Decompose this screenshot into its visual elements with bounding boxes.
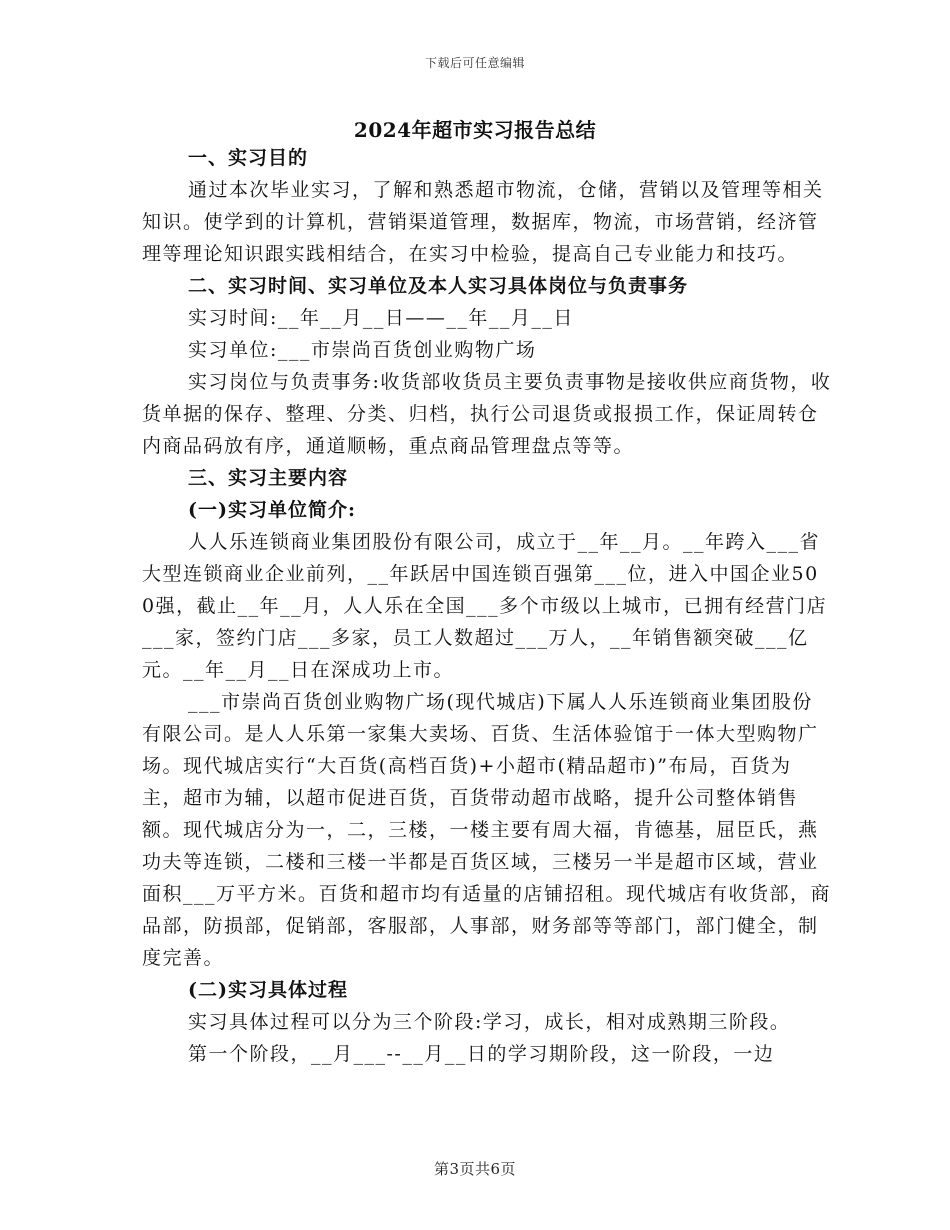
paragraph-internship-time: 实习时间:__年__月__日——__年__月__日 [188, 307, 574, 329]
paragraph-process-stages: 实习具体过程可以分为三个阶段:学习，成长，相对成熟期三阶段。 [188, 1011, 791, 1033]
subsection-heading-company-intro: (一)实习单位简介: [188, 499, 356, 521]
section-heading-main-content: 三、实习主要内容 [188, 467, 349, 489]
section-heading-time-unit-post: 二、实习时间、实习单位及本人实习具体岗位与负责事务 [188, 275, 689, 297]
document-body [142, 142, 832, 1070]
paragraph-purpose: 通过本次毕业实习，了解和熟悉超市物流，仓储，营销以及管理等相关知识。使学到的计算机，营销渠道管理，数据库，物流，市场营销，经济管理等理论知识跟实践相结合，在实习中检验，提高自己专业能力和技巧。 [142, 179, 824, 265]
header-note: 下载后可任意编辑 [424, 56, 525, 70]
page-title: 2024年超市实习报告总结 [353, 118, 597, 142]
paragraph-first-stage: 第一个阶段，__月___--__月__日的学习期阶段，这一阶段，一边 [188, 1043, 775, 1065]
paragraph-store-intro: ___市崇尚百货创业购物广场(现代城店)下属人人乐连锁商业集团股份有限公司。是人人乐第一家集大卖场、百货、生活体验馆于一体大型购物广场。现代城店实行“大百货(高档百货)+小超市(精品超市)”布局，百货为主，超市为辅，以超市促进百货，百货带动超市战略，提升公司整体销售额。现代城店分为一，二，三楼，一楼主要有周大福，肯德基，屈臣氏，燕功夫等连锁，二楼和三楼一半都是百货区域，三楼另一半是超市区域，营业面积___万平方米。百货和超市均有适量的店铺招租。现代城店有收货部，商品部，防损部，促销部，客服部，人事部，财务部等等部门，部门健全，制度完善。 [142, 691, 832, 969]
paragraph-company-intro: 人人乐连锁商业集团股份有限公司，成立于__年__月。__年跨入___省大型连锁商业企业前列，__年跃居中国连锁百强第___位，进入中国企业500强，截止__年__月，人人乐在全国___多个市级以上城市，已拥有经营门店___家，签约门店___多家，员工人数超过___万人，__年销售额突破___亿元。__年__月__日在深成功上市。 [142, 531, 828, 681]
paragraph-internship-unit: 实习单位:___市崇尚百货创业购物广场 [188, 339, 537, 361]
paragraph-internship-post: 实习岗位与负责事务:收货部收货员主要负责事物是接收供应商货物，收货单据的保存、整理、分类、归档，执行公司退货或报损工作，保证周转仓内商品码放有序，通道顺畅，重点商品管理盘点等等。 [142, 371, 832, 457]
page-number: 第3页共6页 [433, 1160, 517, 1178]
subsection-heading-process: (二)实习具体过程 [188, 979, 348, 1001]
section-heading-purpose: 一、实习目的 [188, 147, 309, 169]
